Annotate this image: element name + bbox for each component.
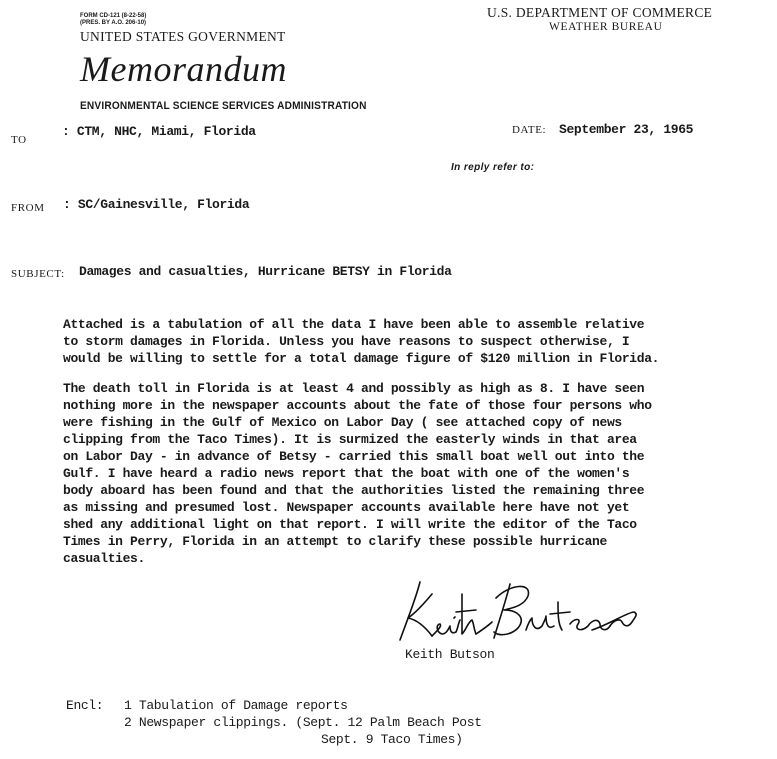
to-value: : CTM, NHC, Miami, Florida <box>62 124 256 139</box>
body-line: nothing more in the newspaper accounts about the fate of those four persons who <box>63 398 652 413</box>
form-number: FORM CD-121 (8-22-58) <box>80 13 147 19</box>
reply-refer-label: In reply refer to: <box>451 162 535 173</box>
body-line: casualties. <box>63 551 145 566</box>
body-line: clipping from the Taco Times). It is surmized the easterly winds in that area <box>63 432 637 447</box>
memo-title: Memorandum <box>80 49 287 89</box>
subject-label: SUBJECT: <box>11 268 65 280</box>
body-line: Times in Perry, Florida in an attempt to clarify these possible hurricane <box>63 534 607 549</box>
enclosure-item-2-continued: Sept. 9 Taco Times) <box>321 732 463 747</box>
body-line: body aboard has been found and that the authorities listed the remaining three <box>63 483 645 498</box>
agency-heading: ENVIRONMENTAL SCIENCE SERVICES ADMINISTRATION <box>80 100 367 112</box>
form-pres: (PRES. BY A.O. 206-10) <box>80 20 147 26</box>
body-line: on Labor Day - in advance of Betsy - carried this small boat well out into the <box>63 449 645 464</box>
body-paragraph-1 <box>63 316 659 367</box>
date-label: DATE: <box>512 124 547 136</box>
body-line: would be willing to settle for a total damage figure of $120 million in Florida. <box>63 351 660 366</box>
body-line: The death toll in Florida is at least 4 and possibly as high as 8. I have seen <box>63 381 645 396</box>
enclosures-label: Encl: <box>66 698 104 713</box>
body-line: shed any additional light on that report. I will write the editor of the Taco <box>63 517 637 532</box>
body-line: Gulf. I have heard a radio news report that the boat with one of the women's <box>63 466 630 481</box>
enclosures-list <box>124 698 482 732</box>
typed-signature-name: Keith Butson <box>405 647 495 662</box>
subject-value: Damages and casualties, Hurricane BETSY in Florida <box>79 264 452 279</box>
from-label: FROM <box>11 202 45 214</box>
enclosure-item-1: 1 Tabulation of Damage reports <box>124 698 348 713</box>
date-value: September 23, 1965 <box>559 122 694 137</box>
body-line: were fishing in the Gulf of Mexico on Labor Day ( see attached copy of news <box>63 415 622 430</box>
enclosure-item-2: 2 Newspaper clippings. (Sept. 12 Palm Beach Post <box>124 715 482 730</box>
body-line: as missing and presumed lost. Newspaper accounts available here have not yet <box>63 500 630 515</box>
body-line: Attached is a tabulation of all the data I have been able to assemble relative <box>63 317 645 332</box>
body-line: to storm damages in Florida. Unless you have reasons to suspect otherwise, I <box>63 334 630 349</box>
body-paragraph-2 <box>63 380 652 567</box>
bureau-heading: WEATHER BUREAU <box>549 21 663 33</box>
from-value: : SC/Gainesville, Florida <box>63 197 250 212</box>
department-heading: U.S. DEPARTMENT OF COMMERCE <box>487 5 713 20</box>
government-heading: UNITED STATES GOVERNMENT <box>80 29 286 44</box>
handwritten-signature <box>392 574 642 650</box>
to-label: TO <box>11 134 27 146</box>
